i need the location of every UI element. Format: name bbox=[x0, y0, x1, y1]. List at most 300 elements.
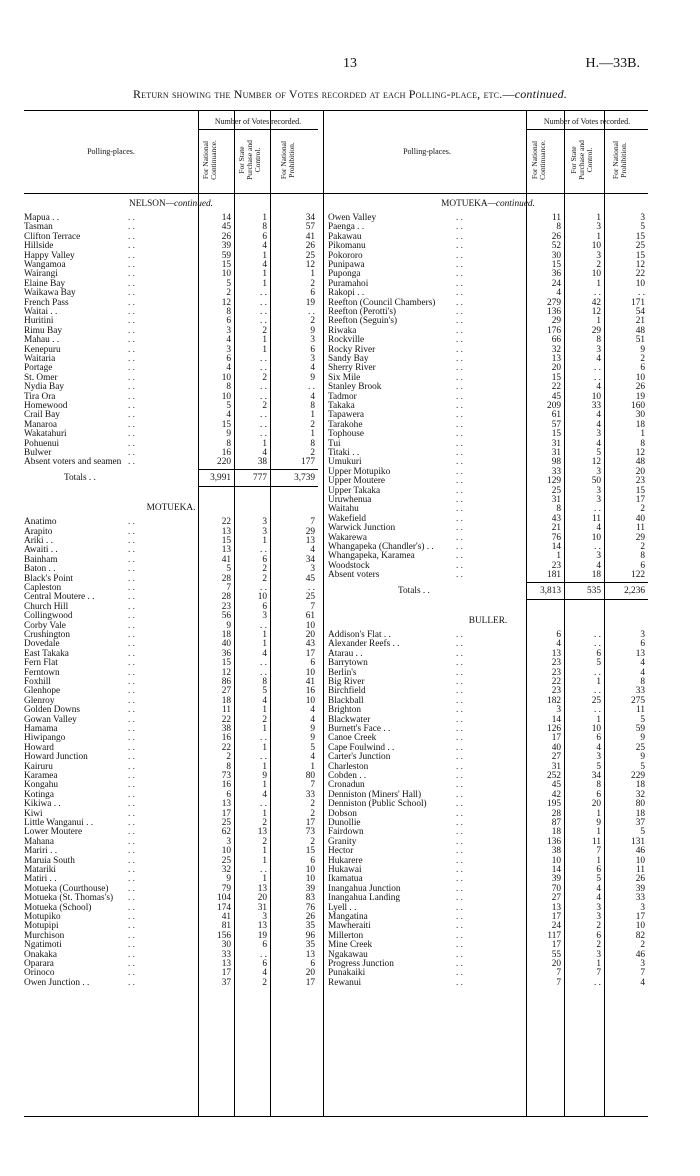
vote-cell: 3 bbox=[640, 958, 645, 969]
vote-cell: 15 bbox=[551, 260, 561, 270]
leader-dots: . . bbox=[128, 564, 135, 575]
table-row bbox=[24, 838, 318, 847]
vote-cell: 11 bbox=[592, 513, 601, 524]
vote-cell: 6 bbox=[596, 864, 601, 875]
table-row bbox=[24, 299, 318, 308]
vote-cell: 7 bbox=[310, 601, 315, 612]
vote-cell: 46 bbox=[635, 846, 645, 857]
leader-dots: . . bbox=[128, 752, 135, 763]
vote-cell: 6 bbox=[262, 601, 267, 612]
vote-cell: 2 bbox=[596, 921, 601, 932]
vote-cell: 13 bbox=[551, 648, 561, 659]
table-row bbox=[24, 979, 318, 988]
vote-cell: . . bbox=[638, 288, 645, 299]
vote-cell: 24 bbox=[551, 921, 561, 932]
polling-place-name: Gowan Valley bbox=[24, 714, 77, 725]
polling-place-name: Hector bbox=[328, 846, 354, 857]
vote-cell: . . bbox=[260, 410, 267, 421]
vote-cell: 15 bbox=[305, 846, 315, 857]
vote-cell: 12 bbox=[221, 297, 231, 308]
vote-cell: 10 bbox=[305, 874, 315, 885]
polling-place-name: Atarau . . bbox=[328, 648, 363, 659]
vote-cell: 45 bbox=[305, 573, 315, 584]
vote-cell: 10 bbox=[221, 846, 231, 857]
vote-cell: 17 bbox=[305, 648, 315, 659]
leader-dots: . . bbox=[456, 968, 463, 979]
vote-cell: 1 bbox=[262, 780, 267, 791]
polling-place-name: Mapua . . bbox=[24, 213, 60, 223]
leader-dots: . . bbox=[456, 372, 463, 383]
vote-cell: 1 bbox=[596, 278, 601, 289]
vote-cell: 2 bbox=[310, 278, 315, 289]
polling-place-name: Elaine Bay bbox=[24, 278, 66, 289]
vote-cell: 6 bbox=[262, 231, 267, 242]
vote-cell: 16 bbox=[221, 733, 231, 744]
vote-cell: 3 bbox=[596, 949, 601, 960]
leader-dots: . . bbox=[128, 902, 135, 913]
vote-cell: 1 bbox=[310, 410, 315, 421]
leader-dots: . . bbox=[128, 335, 135, 346]
vote-cell: 5 bbox=[262, 686, 267, 697]
column-header-2: For State Purchase and Control. bbox=[569, 140, 594, 180]
table-row bbox=[24, 678, 318, 687]
vote-cell: 5 bbox=[640, 761, 645, 772]
vote-cell: 9 bbox=[310, 733, 315, 744]
vote-cell: . . bbox=[594, 705, 601, 716]
polling-place-name: Owen Junction . . bbox=[24, 977, 90, 988]
leader-dots: . . bbox=[128, 723, 135, 734]
table-row bbox=[24, 537, 318, 546]
vote-cell: 8 bbox=[226, 307, 231, 317]
polling-place-name: Onakaka bbox=[24, 949, 58, 960]
vote-cell: 10 bbox=[551, 855, 561, 866]
vote-cell: 5 bbox=[226, 278, 231, 289]
polling-place-name: Inangahua Junction bbox=[328, 883, 401, 894]
vote-cell: 61 bbox=[305, 611, 315, 622]
polling-place-name: Charleston bbox=[328, 761, 369, 772]
vote-cell: 2 bbox=[310, 808, 315, 819]
totals-label: Totals . . bbox=[398, 585, 430, 596]
vote-cell: 10 bbox=[591, 269, 601, 280]
leader-dots: . . bbox=[456, 241, 463, 252]
polling-place-name: Reefton (Seguin's) bbox=[328, 316, 398, 327]
polling-place-name: Takaka bbox=[328, 401, 355, 411]
section-title: BULLER. bbox=[468, 615, 508, 626]
vote-cell: 20 bbox=[635, 466, 645, 477]
table-row bbox=[24, 781, 318, 790]
vote-cell: 62 bbox=[221, 827, 231, 838]
leader-dots: . . bbox=[456, 325, 463, 336]
vote-cell: 6 bbox=[310, 958, 315, 969]
table-row bbox=[24, 913, 318, 922]
polling-places-header: Polling-places. bbox=[403, 147, 451, 156]
vote-cell: 20 bbox=[551, 363, 561, 374]
column-header-3: For National Prohibition. bbox=[279, 140, 296, 180]
vote-cell: 8 bbox=[262, 222, 267, 233]
vote-cell: 229 bbox=[631, 770, 645, 781]
vote-cell: 16 bbox=[221, 448, 231, 458]
vote-cell: 1 bbox=[262, 723, 267, 734]
vote-cell: 14 bbox=[551, 714, 561, 725]
leader-dots: . . bbox=[456, 551, 463, 562]
vote-cell: 54 bbox=[635, 307, 645, 317]
vote-cell: 31 bbox=[551, 438, 561, 449]
leader-dots: . . bbox=[128, 893, 135, 904]
vote-cell: 1 bbox=[596, 213, 601, 223]
polling-place-name: Pokororo bbox=[328, 250, 363, 261]
vote-cell: 21 bbox=[635, 316, 645, 327]
vote-cell: 33 bbox=[551, 466, 561, 477]
vote-cell: 25 bbox=[221, 817, 231, 828]
leader-dots: . . bbox=[456, 391, 463, 402]
table-row bbox=[24, 922, 318, 931]
totals-rule bbox=[198, 469, 318, 470]
polling-place-name: Addison's Flat . . bbox=[328, 629, 391, 640]
title-prefix: Return showing the Number of Votes recorded at each Polling-place, etc.— bbox=[132, 87, 515, 101]
vote-cell: 1 bbox=[262, 213, 267, 223]
leader-dots: . . bbox=[456, 827, 463, 838]
vote-cell: 13 bbox=[221, 958, 231, 969]
vote-cell: 1 bbox=[262, 535, 267, 546]
vote-cell: 39 bbox=[551, 874, 561, 885]
vote-cell: 2 bbox=[640, 504, 645, 515]
vote-cell: . . bbox=[260, 354, 267, 364]
leader-dots: . . bbox=[456, 250, 463, 261]
vote-cell: 136 bbox=[547, 307, 561, 317]
table-bottom-rule bbox=[24, 1116, 648, 1117]
leader-dots: . . bbox=[128, 705, 135, 716]
polling-place-name: Ferntown bbox=[24, 667, 60, 678]
vote-cell: 6 bbox=[310, 288, 315, 299]
vote-cell: 7 bbox=[310, 780, 315, 791]
vote-cell: 79 bbox=[221, 883, 231, 894]
vote-cell: 15 bbox=[221, 535, 231, 546]
vote-cell: 9 bbox=[640, 344, 645, 355]
vote-cell: 9 bbox=[310, 325, 315, 336]
polling-place-name: Blackwater bbox=[328, 714, 371, 725]
leader-dots: . . bbox=[456, 504, 463, 515]
vote-cell: 104 bbox=[217, 893, 231, 904]
vote-cell: 45 bbox=[551, 780, 561, 791]
vote-cell: 17 bbox=[305, 977, 315, 988]
polling-place-name: Pohuenui bbox=[24, 438, 60, 449]
vote-cell: 1 bbox=[640, 429, 645, 440]
leader-dots: . . bbox=[456, 382, 463, 393]
polling-place-name: Wakefield bbox=[328, 513, 366, 524]
vote-cell: 8 bbox=[596, 780, 601, 791]
totals-cell: 2,236 bbox=[624, 585, 645, 596]
leader-dots: . . bbox=[128, 808, 135, 819]
leader-dots: . . bbox=[456, 231, 463, 242]
totals-rule bbox=[198, 486, 318, 487]
totals-cell: 777 bbox=[253, 472, 267, 483]
vote-cell: 9 bbox=[596, 817, 601, 828]
vote-cell: 171 bbox=[631, 297, 645, 308]
totals-cell: 535 bbox=[587, 585, 601, 596]
vote-cell: 11 bbox=[636, 523, 645, 534]
vote-cell: 34 bbox=[591, 770, 601, 781]
vote-cell: 2 bbox=[262, 401, 267, 411]
vote-cell: 1 bbox=[262, 742, 267, 753]
leader-dots: . . bbox=[456, 770, 463, 781]
polling-place-name: Nydia Bay bbox=[24, 382, 65, 393]
vote-cell: 61 bbox=[551, 410, 561, 421]
table-row bbox=[24, 753, 318, 762]
table-row bbox=[328, 894, 648, 903]
vote-cell: 30 bbox=[551, 250, 561, 261]
polling-place-name: Mahau . . bbox=[24, 335, 60, 346]
vote-cell: 15 bbox=[221, 260, 231, 270]
leader-dots: . . bbox=[456, 485, 463, 496]
totals-rule bbox=[526, 599, 648, 600]
section-title: NELSON—continued. bbox=[129, 199, 213, 209]
leader-dots: . . bbox=[128, 592, 135, 603]
vote-cell: 9 bbox=[226, 429, 231, 440]
polling-place-name: Alexander Reefs . . bbox=[328, 639, 400, 650]
vote-cell: 2 bbox=[226, 752, 231, 763]
vote-cell: 4 bbox=[262, 448, 267, 458]
table-row bbox=[328, 659, 648, 668]
vote-cell: 2 bbox=[310, 316, 315, 327]
vote-cell: 57 bbox=[305, 222, 315, 233]
leader-dots: . . bbox=[456, 457, 463, 468]
leader-dots: . . bbox=[128, 855, 135, 866]
polling-place-name: Tarakohe bbox=[328, 419, 363, 430]
leader-dots: . . bbox=[456, 639, 463, 650]
vote-cell: 4 bbox=[596, 742, 601, 753]
polling-place-name: Lyell . . bbox=[328, 902, 357, 913]
vote-cell: . . bbox=[260, 419, 267, 430]
vote-cell: 177 bbox=[301, 457, 315, 468]
vote-cell: 9 bbox=[262, 770, 267, 781]
table-row bbox=[24, 725, 318, 734]
leader-dots: . . bbox=[128, 419, 135, 430]
vote-cell: . . bbox=[260, 733, 267, 744]
vote-cell: 14 bbox=[551, 864, 561, 875]
vote-cell: 6 bbox=[310, 855, 315, 866]
vote-cell: 3 bbox=[310, 354, 315, 364]
leader-dots: . . bbox=[128, 457, 135, 468]
polling-place-name: Punakaiki bbox=[328, 968, 366, 979]
vote-cell: 17 bbox=[551, 733, 561, 744]
polling-place-name: Denniston (Public School) bbox=[328, 799, 427, 810]
polling-place-name: Ngatimoti bbox=[24, 940, 62, 951]
vote-cell: 2 bbox=[262, 977, 267, 988]
vote-cell: 43 bbox=[305, 639, 315, 650]
vote-cell: 1 bbox=[262, 855, 267, 866]
vote-cell: 1 bbox=[262, 344, 267, 355]
vote-cell: 4 bbox=[310, 363, 315, 374]
leader-dots: . . bbox=[128, 213, 135, 223]
vote-cell: 18 bbox=[635, 419, 645, 430]
vote-cell: 42 bbox=[591, 297, 601, 308]
polling-place-name: Reefton (Council Chambers) bbox=[328, 297, 436, 308]
vote-cell: 20 bbox=[257, 893, 267, 904]
table-row bbox=[24, 612, 318, 621]
vote-cell: 3 bbox=[310, 564, 315, 575]
polling-place-name: Howard Junction bbox=[24, 752, 88, 763]
polling-place-name: Hukawai bbox=[328, 864, 362, 875]
vote-cell: 30 bbox=[635, 410, 645, 421]
leader-dots: . . bbox=[128, 648, 135, 659]
leader-dots: . . bbox=[456, 513, 463, 524]
vote-cell: 156 bbox=[217, 930, 231, 941]
leader-dots: . . bbox=[128, 827, 135, 838]
polling-place-name: Wairangi bbox=[24, 269, 58, 280]
vote-cell: 33 bbox=[221, 949, 231, 960]
polling-place-name: Sandy Bay bbox=[328, 354, 369, 364]
leader-dots: . . bbox=[456, 410, 463, 421]
vote-cell: 10 bbox=[221, 269, 231, 280]
leader-dots: . . bbox=[456, 714, 463, 725]
vote-cell: 2 bbox=[640, 542, 645, 552]
polling-place-name: Matariki bbox=[24, 864, 57, 875]
vote-cell: 12 bbox=[305, 260, 315, 270]
table-row bbox=[24, 440, 318, 449]
vote-cell: 27 bbox=[551, 752, 561, 763]
polling-place-name: Murchison bbox=[24, 930, 65, 941]
vote-cell: 40 bbox=[221, 639, 231, 650]
leader-dots: . . bbox=[128, 789, 135, 800]
vote-cell: 26 bbox=[551, 231, 561, 242]
leader-dots: . . bbox=[128, 382, 135, 393]
table-row bbox=[24, 951, 318, 960]
table-row bbox=[24, 402, 318, 411]
vote-cell: 25 bbox=[305, 250, 315, 261]
vote-cell: 80 bbox=[305, 770, 315, 781]
vote-cell: 4 bbox=[556, 639, 561, 650]
vote-cell: 3 bbox=[556, 705, 561, 716]
vote-cell: 14 bbox=[551, 542, 561, 552]
leader-dots: . . bbox=[456, 278, 463, 289]
table-row bbox=[24, 857, 318, 866]
vote-cell: 7 bbox=[310, 517, 315, 528]
polling-place-name: Wangamoa bbox=[24, 260, 66, 270]
leader-dots: . . bbox=[128, 940, 135, 951]
vote-cell: 4 bbox=[310, 705, 315, 716]
leader-dots: . . bbox=[128, 269, 135, 280]
table-row bbox=[328, 753, 648, 762]
vote-cell: 8 bbox=[310, 438, 315, 449]
leader-dots: . . bbox=[128, 836, 135, 847]
vote-cell: . . bbox=[260, 545, 267, 556]
vote-cell: . . bbox=[260, 620, 267, 631]
vote-cell: 8 bbox=[640, 676, 645, 687]
vote-cell: 2 bbox=[310, 799, 315, 810]
polling-place-name: Oparara bbox=[24, 958, 54, 969]
vote-cell: 98 bbox=[551, 457, 561, 468]
polling-place-name: Foxhill bbox=[24, 676, 51, 687]
vote-cell: 10 bbox=[591, 391, 601, 402]
table-row bbox=[24, 593, 318, 602]
vote-cell: 10 bbox=[591, 241, 601, 252]
vote-cell: 12 bbox=[635, 260, 645, 270]
vote-cell: 34 bbox=[305, 554, 315, 565]
vote-cell: 4 bbox=[310, 391, 315, 402]
vote-cell: 33 bbox=[305, 789, 315, 800]
vote-cell: 181 bbox=[547, 570, 561, 581]
polling-place-name: Black's Point bbox=[24, 573, 73, 584]
vote-cell: 8 bbox=[226, 761, 231, 772]
vote-cell: 174 bbox=[217, 902, 231, 913]
leader-dots: . . bbox=[128, 770, 135, 781]
vote-cell: . . bbox=[260, 363, 267, 374]
vote-cell: 18 bbox=[635, 780, 645, 791]
leader-dots: . . bbox=[128, 676, 135, 687]
vote-cell: 23 bbox=[635, 476, 645, 487]
vote-cell: 4 bbox=[596, 419, 601, 430]
polling-place-name: Kikiwa . . bbox=[24, 799, 61, 810]
polling-place-name: Tadmor bbox=[328, 391, 357, 402]
vote-cell: 4 bbox=[596, 382, 601, 393]
vote-cell: 122 bbox=[631, 570, 645, 581]
vote-cell: 8 bbox=[262, 676, 267, 687]
vote-cell: 160 bbox=[631, 401, 645, 411]
vote-cell: 9 bbox=[226, 874, 231, 885]
vote-cell: 7 bbox=[640, 968, 645, 979]
vote-cell: 56 bbox=[221, 611, 231, 622]
polling-place-name: Wakarewa bbox=[328, 532, 367, 543]
vote-cell: 4 bbox=[596, 893, 601, 904]
vote-cell: 4 bbox=[310, 752, 315, 763]
polling-place-name: Crail Bay bbox=[24, 410, 60, 421]
table-row bbox=[24, 847, 318, 856]
polling-place-name: Denniston (Miners' Hall) bbox=[328, 789, 422, 800]
table-row bbox=[24, 734, 318, 743]
leader-dots: . . bbox=[128, 554, 135, 565]
vote-cell: 6 bbox=[596, 733, 601, 744]
polling-place-name: Mine Creek bbox=[328, 940, 373, 951]
vote-cell: 2 bbox=[262, 817, 267, 828]
vote-cell: 4 bbox=[640, 977, 645, 988]
vote-cell: 2 bbox=[310, 419, 315, 430]
vote-cell: 34 bbox=[305, 213, 315, 223]
vote-cell: 55 bbox=[551, 949, 561, 960]
vote-cell: 23 bbox=[551, 667, 561, 678]
polling-place-name: Woodstock bbox=[328, 560, 370, 571]
vote-cell: 25 bbox=[635, 742, 645, 753]
leader-dots: . . bbox=[456, 667, 463, 678]
vote-cell: 2 bbox=[640, 354, 645, 364]
vote-cell: 3 bbox=[310, 335, 315, 346]
vote-cell: 1 bbox=[310, 269, 315, 280]
vote-cell: . . bbox=[594, 629, 601, 640]
vote-cell: 19 bbox=[305, 297, 315, 308]
leader-dots: . . bbox=[456, 354, 463, 364]
vote-cell: 4 bbox=[310, 714, 315, 725]
polling-place-name: Homewood bbox=[24, 401, 68, 411]
vote-cell: 1 bbox=[556, 551, 561, 562]
polling-place-name: Pakawau bbox=[328, 231, 362, 242]
vote-cell: 5 bbox=[596, 874, 601, 885]
leader-dots: . . bbox=[456, 629, 463, 640]
vote-cell: . . bbox=[260, 297, 267, 308]
vote-cell: 80 bbox=[635, 799, 645, 810]
polling-place-name: Tophouse bbox=[328, 429, 365, 440]
vote-cell: 81 bbox=[221, 921, 231, 932]
polling-place-name: Ngakawau bbox=[328, 949, 368, 960]
polling-place-name: Huritini bbox=[24, 316, 54, 327]
polling-place-name: Motueka (St. Thomas's) bbox=[24, 893, 114, 904]
vote-cell: 2 bbox=[262, 573, 267, 584]
vote-cell: 6 bbox=[640, 560, 645, 571]
vote-cell: 5 bbox=[226, 564, 231, 575]
vote-cell: 1 bbox=[262, 269, 267, 280]
leader-dots: . . bbox=[456, 921, 463, 932]
polling-place-name: Hillside bbox=[24, 241, 54, 252]
table-row bbox=[24, 866, 318, 875]
table-row bbox=[328, 979, 648, 988]
